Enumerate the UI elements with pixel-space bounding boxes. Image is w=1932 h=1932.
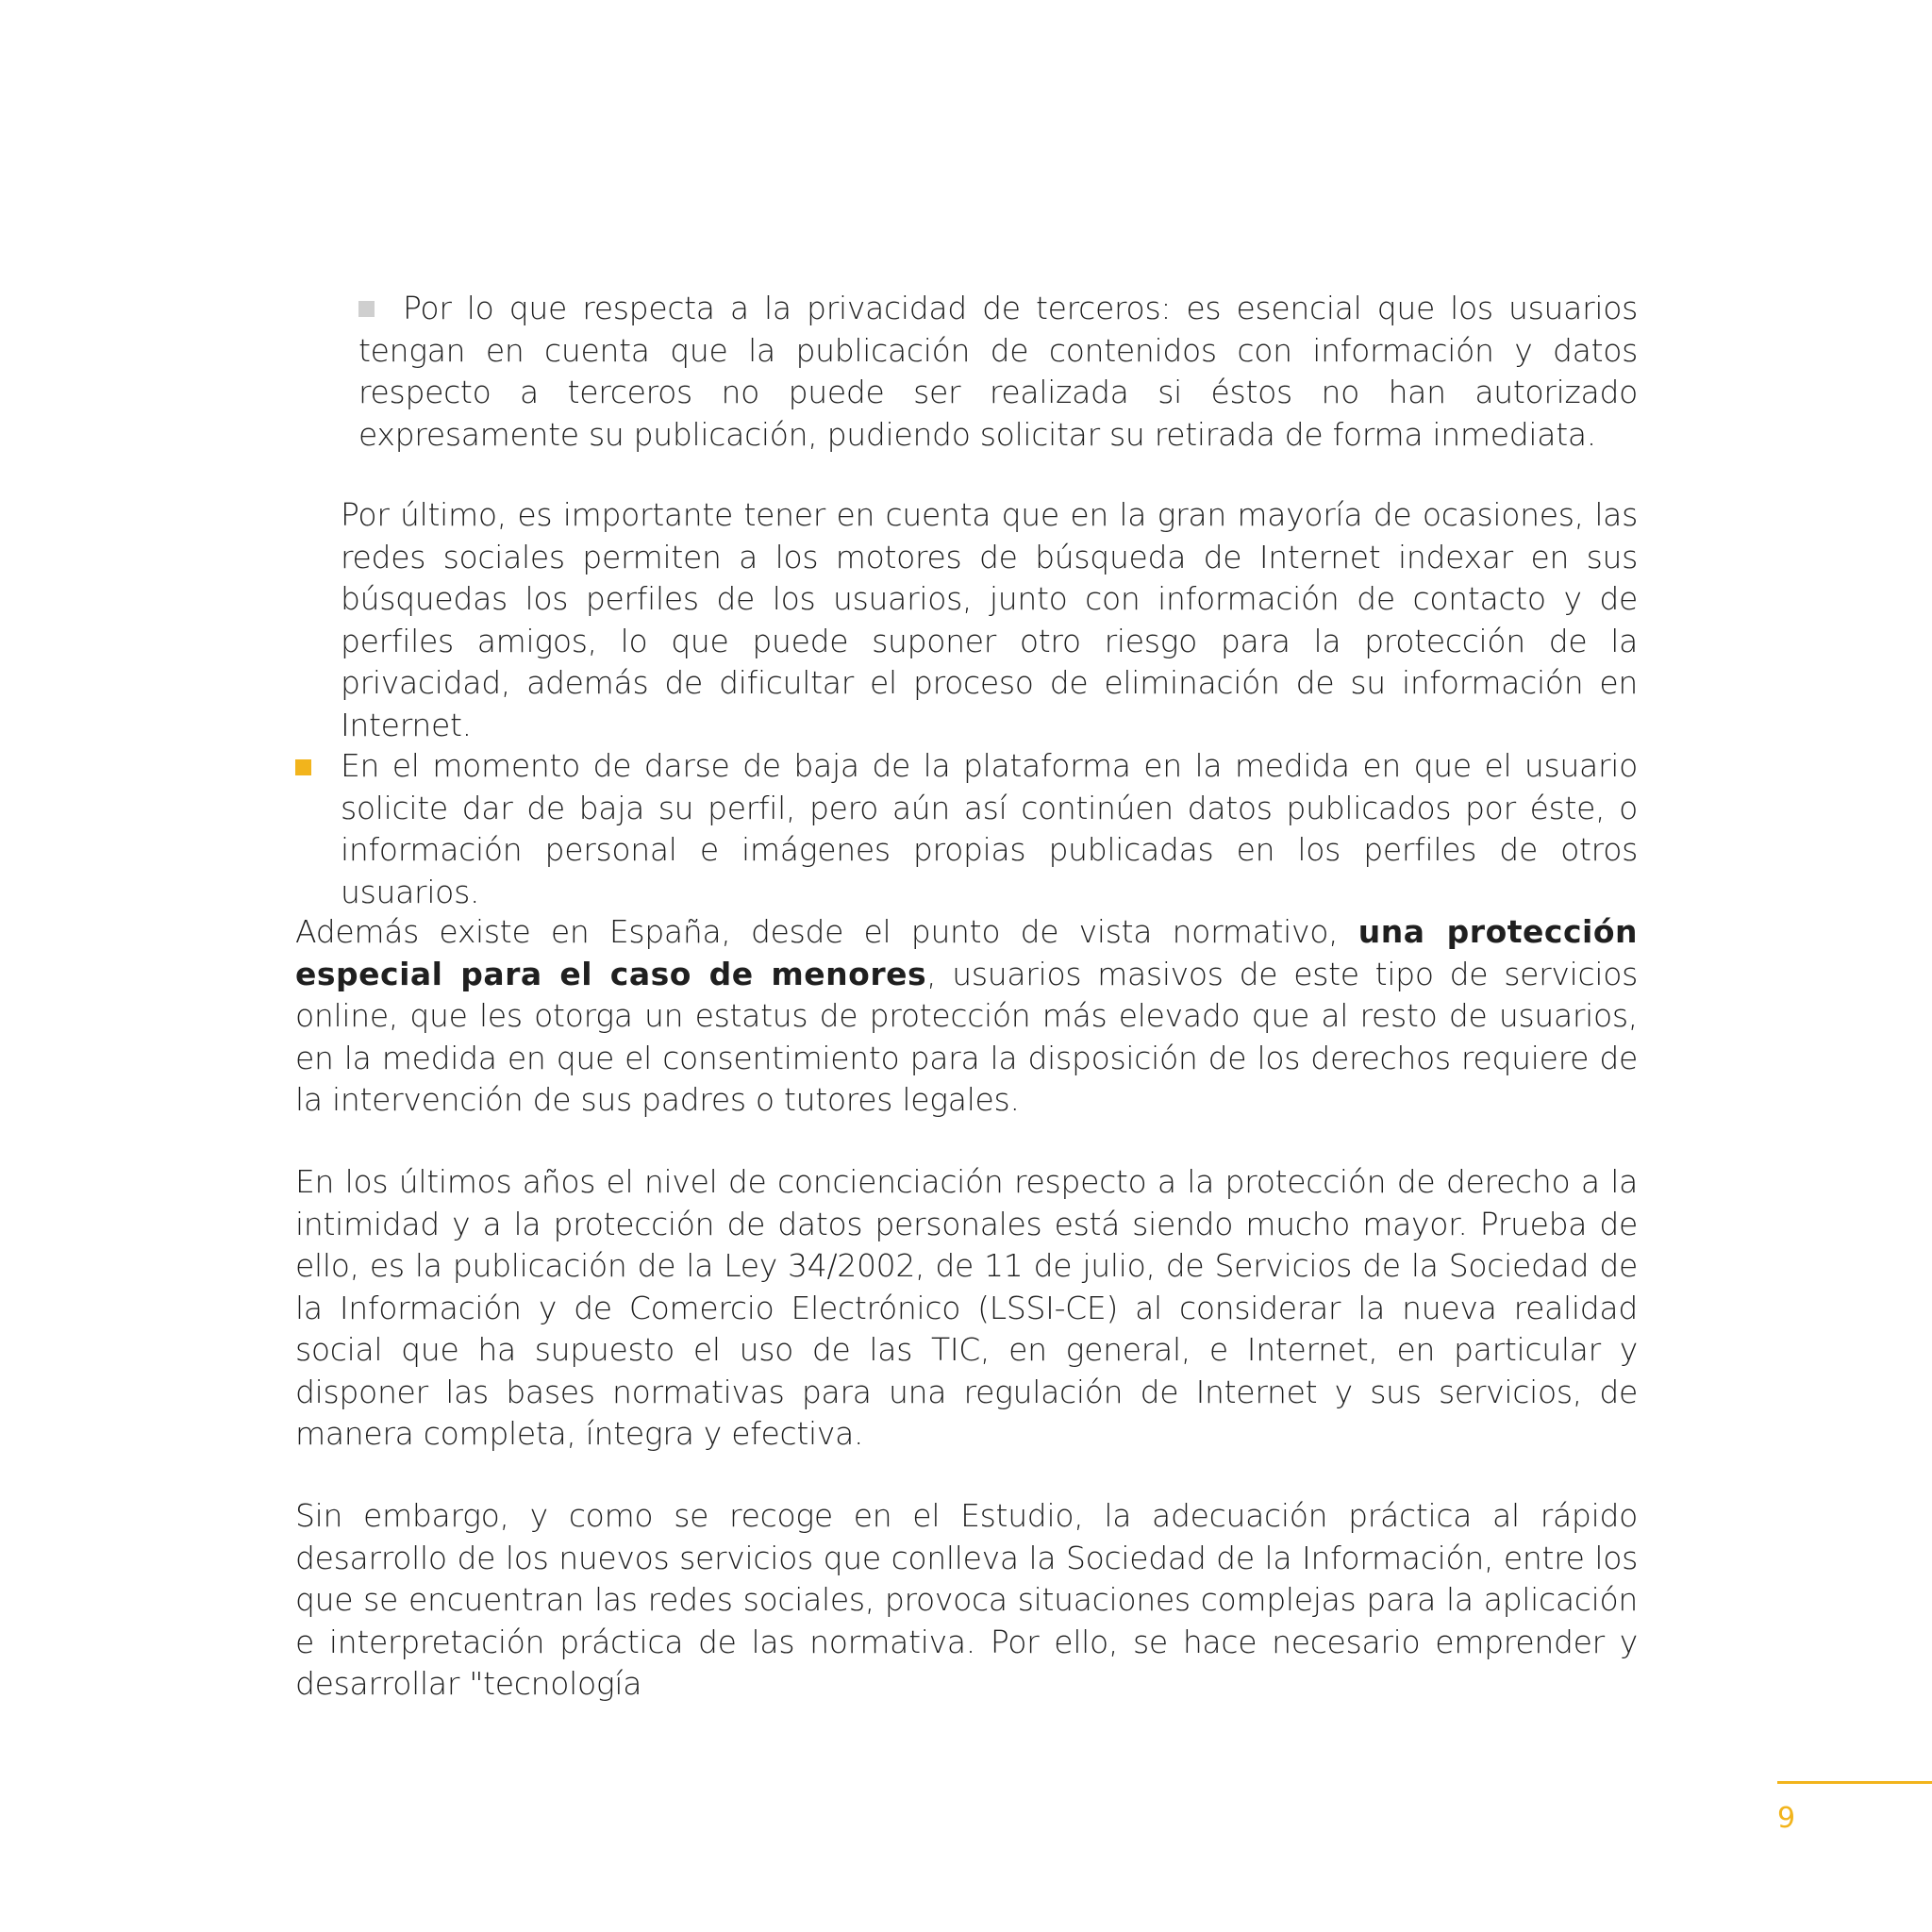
page-number: 9 (1777, 1802, 1796, 1835)
main-bullet-item (341, 745, 1638, 913)
paragraph-technology (295, 1495, 1638, 1706)
paragraph-3-text: Sin embargo, y como se recoge en el Estudio, la adecuación práctica al rápido desarrollo de los nuevos servicios que conlleva la Sociedad de la Información, entre los que se encuentran las redes sociales, provoca situaciones complejas para la aplicación e interpretación práctica de las normativa. Por ello, se hace necesario emprender y desarrollar "tecnología (295, 1497, 1638, 1702)
paragraph-minors (295, 911, 1638, 1122)
footer-rule (1777, 1781, 1932, 1784)
paragraph-1-start: Además existe en España, desde el punto de vista normativo, (295, 913, 1358, 950)
main-bullet-text: En el momento de darse de baja de la plataforma en la medida en que el usuario solicite dar de baja su perfil, pero aún así continúen datos publicados por éste, o información personal e imágenes propias publicadas en los perfiles de otros usuarios. (341, 747, 1638, 910)
indented-paragraph-text: Por último, es importante tener en cuenta que en la gran mayoría de ocasiones, las redes sociales permiten a los motores de búsqueda de Internet indexar en sus búsquedas los perfiles de los usuarios, junto con información de contacto y de perfiles amigos, lo que puede suponer otro riesgo para la protección de la privacidad, además de dificultar el proceso de eliminación de su información en Internet. (341, 496, 1638, 743)
sub-bullet-item (358, 288, 1638, 456)
sub-bullet-text: Por lo que respecta a la privacidad de terceros: es esencial que los usuarios tengan en cuenta que la publicación de contenidos con información y datos respecto a terceros no puede ser realizada si éstos no han autorizado expresamente su publicación, pudiendo solicitar su retirada de forma inmediata. (358, 290, 1638, 453)
paragraph-2-text: En los últimos años el nivel de concienciación respecto a la protección de derecho a la intimidad y a la protección de datos personales está siendo mucho mayor. Prueba de ello, es la publicación de la Ley 34/2002, de 11 de julio, de Servicios de la Sociedad de la Información y de Comercio Electrónico (LSSI-CE) al considerar la nueva realidad social que ha supuesto el uso de las TIC, en general, e Internet, en particular y disponer las bases normativas para una regulación de Internet y sus servicios, de manera completa, íntegra y efectiva. (295, 1163, 1638, 1452)
paragraph-lssi (295, 1161, 1638, 1456)
indented-paragraph (341, 494, 1638, 746)
grey-square-bullet-icon (358, 301, 375, 317)
paragraph-1-emphasis: una protección especial para el caso de menores (295, 913, 1638, 992)
paragraph-1-end: , usuarios masivos de este tipo de servicios online, que les otorga un estatus de protección más elevado que al resto de usuarios, en la medida en que el consentimiento para la disposición de los derechos requiere de la intervención de sus padres o tutores legales. (295, 955, 1638, 1118)
yellow-square-bullet-icon (295, 759, 311, 775)
